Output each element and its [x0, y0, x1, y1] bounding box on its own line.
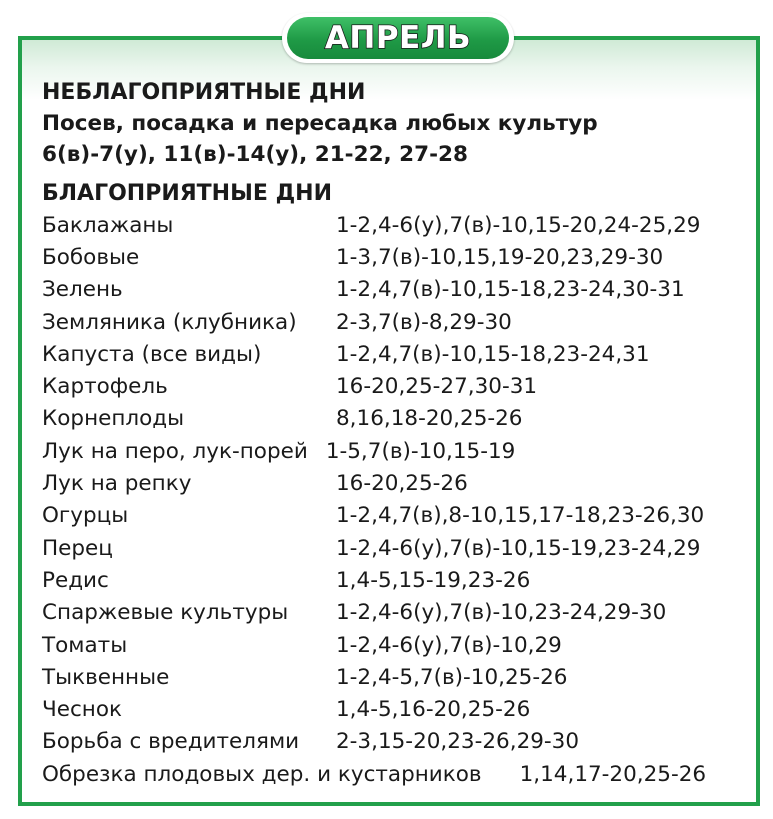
list-item: [42, 306, 758, 338]
crop-name: Тыквенные: [42, 664, 170, 690]
unfavorable-heading: НЕБЛАГОПРИЯТНЫЕ ДНИ: [42, 80, 366, 105]
list-item: [42, 693, 758, 725]
crop-days: 1-2,4-6(у),7(в)-10,15-19,23-24,29: [336, 535, 701, 561]
month-title-pill: [287, 17, 509, 59]
list-item: [42, 500, 758, 532]
crop-name: Лук на перо, лук-порей: [42, 438, 308, 464]
list-item: [42, 370, 758, 402]
crop-name: Спаржевые культуры: [42, 600, 289, 626]
list-item: [42, 403, 758, 435]
list-item: [42, 338, 758, 370]
list-item: [42, 597, 758, 629]
list-item: [42, 435, 758, 467]
list-item: [42, 274, 758, 306]
crop-days: 1-2,4-6(у),7(в)-10,23-24,29-30: [336, 600, 667, 626]
month-title-badge: [282, 13, 514, 63]
crop-days: 16-20,25-26: [336, 471, 468, 497]
crop-name: Редис: [42, 567, 109, 593]
crop-name: Томаты: [42, 632, 128, 658]
crop-name: Обрезка плодовых дер. и кустарников: [42, 761, 482, 787]
list-item: [42, 564, 758, 596]
month-title: АПРЕЛЬ: [324, 20, 472, 56]
crop-name: Корнеплоды: [42, 406, 185, 432]
crop-days: 2-3,7(в)-8,29-30: [336, 309, 512, 335]
list-item: [42, 209, 758, 241]
favorable-heading: БЛАГОПРИЯТНЫЕ ДНИ: [42, 181, 332, 206]
crop-days: 1-2,4,7(в)-10,15-18,23-24,31: [336, 341, 650, 367]
crop-days: 1,4-5,16-20,25-26: [336, 697, 531, 723]
crop-days: 1-2,4,7(в),8-10,15,17-18,23-26,30: [336, 503, 705, 529]
crop-name: Огурцы: [42, 503, 129, 529]
crop-name: Лук на репку: [42, 471, 192, 497]
crop-days: 8,16,18-20,25-26: [336, 406, 523, 432]
crop-name: Бобовые: [42, 244, 140, 270]
calendar-content: [42, 78, 758, 790]
unfavorable-days: 6(в)-7(у), 11(в)-14(у), 21-22, 27-28: [42, 142, 468, 167]
crop-days: 1-2,4-6(у),7(в)-10,29: [336, 632, 562, 658]
crop-days: 2-3,15-20,23-26,29-30: [336, 729, 580, 755]
crop-name: Чеснок: [42, 697, 122, 723]
list-item: [42, 467, 758, 499]
crop-name: Земляника (клубника): [42, 309, 297, 335]
crop-days: 1-2,4-6(у),7(в)-10,15-20,24-25,29: [336, 212, 701, 238]
unfavorable-text: Посев, посадка и пересадка любых культур: [42, 111, 598, 136]
crop-name: Перец: [42, 535, 113, 561]
crop-days: 1-3,7(в)-10,15,19-20,23,29-30: [336, 244, 664, 270]
crop-days: 1,14,17-20,25-26: [519, 761, 707, 787]
favorable-list: [42, 209, 758, 790]
crop-name: Зелень: [42, 277, 123, 303]
crop-name: Картофель: [42, 374, 168, 400]
list-item: [42, 532, 758, 564]
list-item: [42, 629, 758, 661]
list-item: [42, 758, 758, 790]
list-item: [42, 726, 758, 758]
crop-days: 1-2,4-5,7(в)-10,25-26: [336, 664, 568, 690]
crop-name: Баклажаны: [42, 212, 174, 238]
crop-name: Капуста (все виды): [42, 341, 262, 367]
crop-days: 16-20,25-27,30-31: [336, 374, 538, 400]
list-item: [42, 661, 758, 693]
crop-days: 1-2,4,7(в)-10,15-18,23-24,30-31: [336, 277, 685, 303]
crop-days: 1-5,7(в)-10,15-19: [325, 438, 516, 464]
list-item: [42, 241, 758, 273]
crop-name: Борьба с вредителями: [42, 729, 300, 755]
crop-days: 1,4-5,15-19,23-26: [336, 567, 531, 593]
